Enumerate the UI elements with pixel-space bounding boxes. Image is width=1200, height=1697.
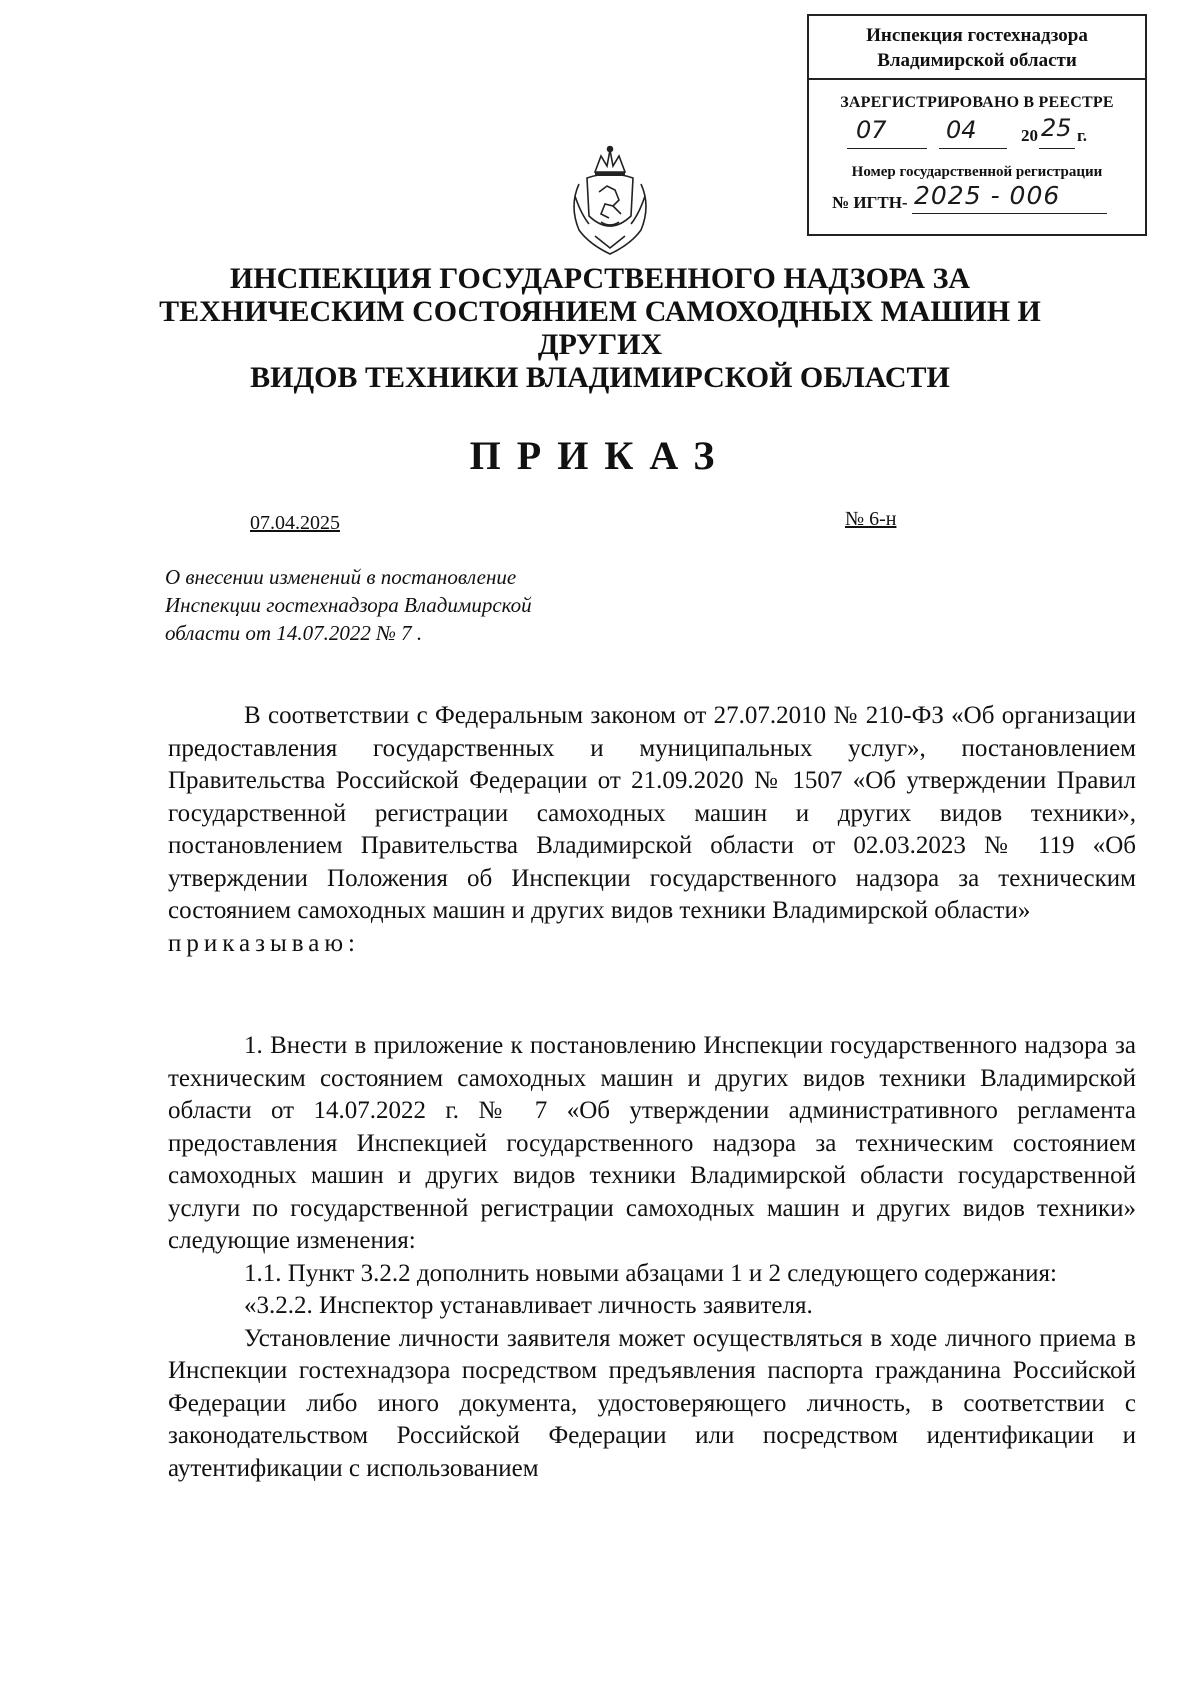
stamp-day-underline xyxy=(847,148,927,149)
stamp-reg-number-underline xyxy=(912,213,1107,214)
org-title-line3: ВИДОВ ТЕХНИКИ ВЛАДИМИРСКОЙ ОБЛАСТИ xyxy=(250,361,950,394)
stamp-month-underline xyxy=(939,148,1007,149)
stamp-year-underline xyxy=(1039,148,1075,149)
stamp-year-prefix: 20 xyxy=(1021,126,1038,145)
item-1-1-paragraph: 1.1. Пункт 3.2.2 дополнить новыми абзацами 1 и 2 следующего содержания: xyxy=(244,1259,1058,1287)
stamp-year-suffix: 25 xyxy=(1041,114,1072,142)
stamp-org-line1: Инспекция гостехнадзора xyxy=(866,25,1088,46)
document-date: 07.04.2025 xyxy=(250,512,340,534)
subject-line1: О внесении изменений в постановление xyxy=(165,565,517,589)
document-number: № 6-н xyxy=(845,508,897,530)
subject-line2: Инспекции гостехнадзора Владимирской xyxy=(165,593,532,617)
stamp-header xyxy=(809,16,1145,80)
quoted-clause-paragraph: «3.2.2. Инспектор устанавливает личность заявителя. xyxy=(244,1292,813,1319)
stamp-date xyxy=(809,116,1145,150)
stamp-year-unit: г. xyxy=(1077,126,1088,145)
stamp-reg-number-value: 2025 - 006 xyxy=(914,181,1061,210)
coat-of-arms-icon xyxy=(565,144,655,258)
document-type-title: ПРИКАЗ xyxy=(469,433,731,478)
stamp-org-line2: Владимирской области xyxy=(877,50,1077,71)
stamp-reg-number-prefix: № ИГТН- xyxy=(832,193,908,212)
org-title-line2: ТЕХНИЧЕСКИМ СОСТОЯНИЕМ САМОХОДНЫХ МАШИН И ДРУГИХ xyxy=(159,295,1041,361)
directive-word: приказываю: xyxy=(168,929,360,957)
stamp-reg-number xyxy=(809,181,1145,219)
org-title xyxy=(100,262,1100,394)
stamp-registered-label: ЗАРЕГИСТРИРОВАНО В РЕЕСТРЕ xyxy=(840,94,1114,111)
stamp-day: 07 xyxy=(856,116,887,144)
stamp-month: 04 xyxy=(946,116,977,144)
org-title-line1: ИНСПЕКЦИЯ ГОСУДАРСТВЕННОГО НАДЗОРА ЗА xyxy=(229,262,971,295)
stamp-reg-number-label: Номер государственной регистрации xyxy=(851,164,1103,180)
registration-stamp xyxy=(807,14,1147,236)
subject-line3: области от 14.07.2022 № 7 . xyxy=(165,621,423,645)
order-items xyxy=(168,1030,1136,1485)
document-subject xyxy=(165,563,635,647)
identity-paragraph: Установление личности заявителя может осуществляться в ходе личного приема в Инспекции гостехнадзора посредством предъявления паспорта гражданина Российской Федерации либо иного документа, удостоверяющего личность, в соответствии с законодательством Российской Федерации или посредством идентификации и аутентификации с использованием xyxy=(168,1324,1136,1482)
preamble-block xyxy=(168,700,1136,960)
item-1-paragraph: 1. Внести в приложение к постановлению Инспекции государственного надзора за техническим состоянием самоходных машин и других видов техники Владимирской области от 14.07.2022 г. № 7 «Об утверждении административного регламента предоставления Инспекцией государственного надзора за техническим состоянием самоходных машин и других видов техники Владимирской области государственной услуги по государственной регистрации самоходных машин и других видов техники» следующие изменения: xyxy=(168,1032,1136,1254)
preamble-paragraph: В соответствии с Федеральным законом от 27.07.2010 № 210-ФЗ «Об организации предоставления государственных и муниципальных услуг», постановлением Правительства Российской Федерации от 21.09.2020 № 1507 «Об утверждении Правил государственной регистрации самоходных машин и других видов техники», постановлением Правительства Владимирской области от 02.03.2023 № 119 «Об утверждении Положения об Инспекции государственного надзора за техническим состоянием самоходных машин и других видов техники Владимирской области» xyxy=(168,702,1136,924)
